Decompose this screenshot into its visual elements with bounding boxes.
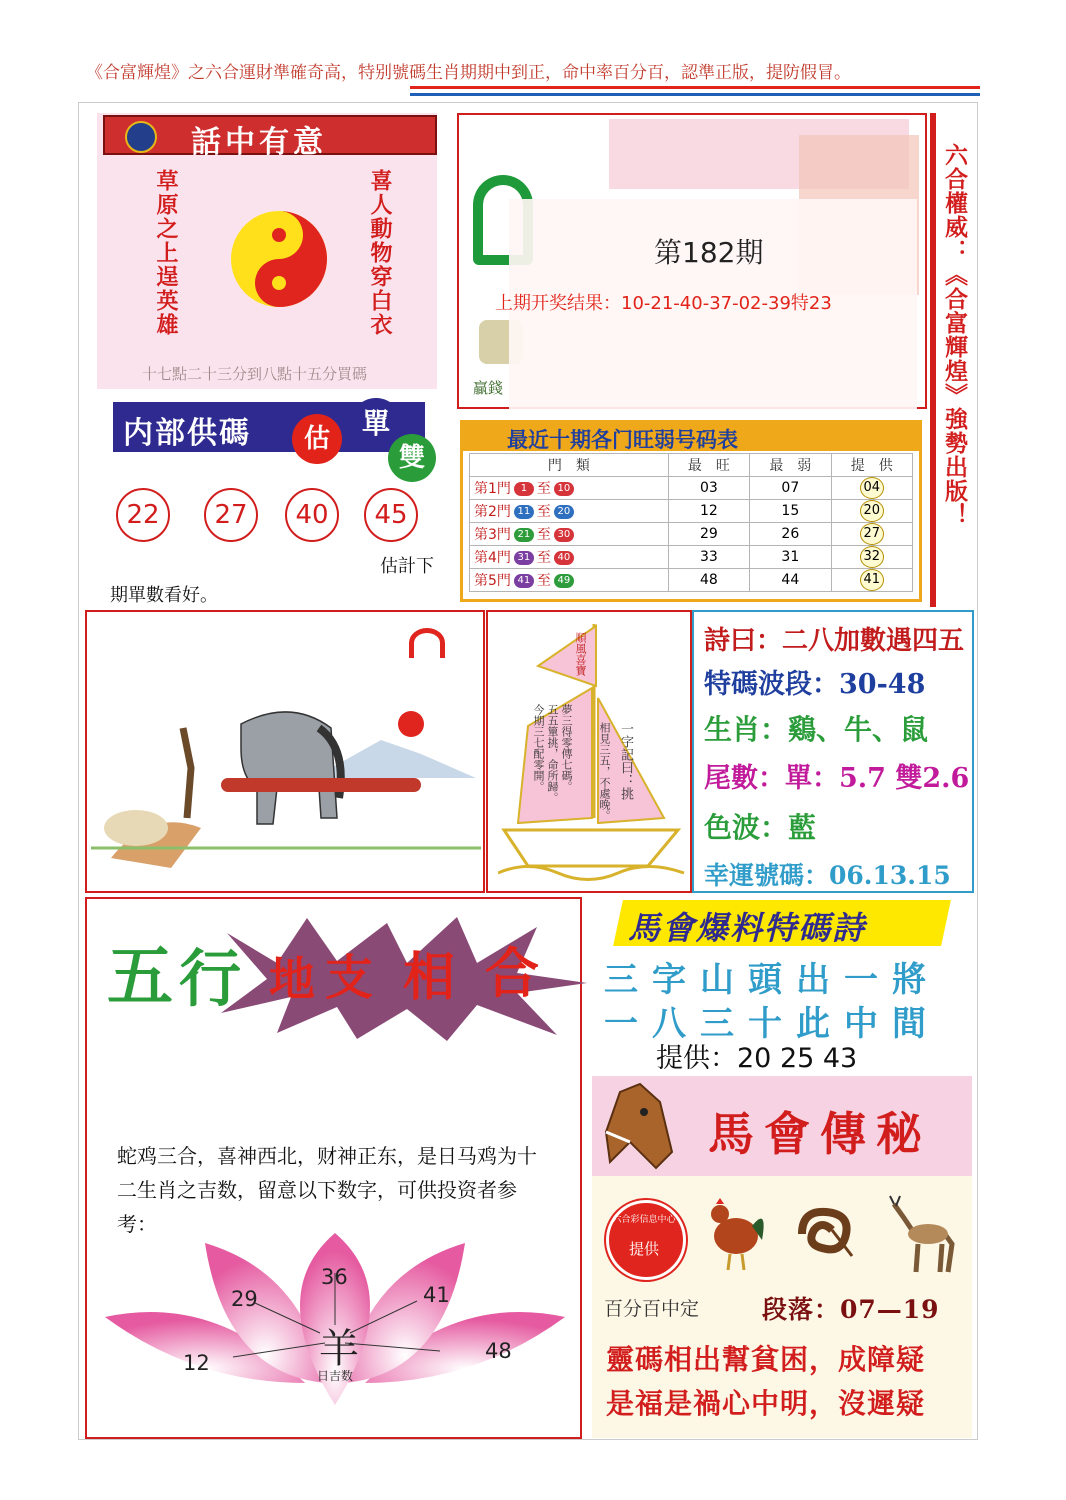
door-give-cell [831,569,912,592]
sail-flag: 順風喜寶 [574,632,587,676]
lotus-number: 29 [231,1287,258,1311]
left-card-footer: 十七點二十三分到八點十五分買碼 [142,365,368,383]
door-cell [470,477,669,500]
top-banner: 《合富輝煌》之六合運財準確奇高，特别號碼生肖期期中到正，命中率百分百，認準正版，提防假冒。 [86,63,851,83]
poem-panel [692,610,974,893]
banner-rule-blue [410,93,980,96]
door-max: 03 [668,477,749,500]
elephant-illustration [91,628,481,888]
yin-yang-icon [229,209,329,309]
left-card-col-right: 喜人動物穿白衣 [367,169,393,337]
internal-number: 22 [116,488,170,542]
door-give-cell [831,523,912,546]
door-chip-from: 21 [514,528,534,542]
internal-label: 内部供碼 [123,416,251,451]
door-table-row [470,523,913,546]
door-min: 07 [750,477,831,500]
door-give-cell [831,500,912,523]
corner-text: 贏錢 [473,379,504,397]
door-table-header-cell: 最 旺 [668,454,749,477]
sail-line: 五五簞挑，命所歸。 [546,704,559,803]
zodiac-row [704,708,928,748]
wuxing-title-zhi: 支 [325,950,374,1006]
side-banner-text: 六合權威：《合富輝煌》強勢出版！ [941,143,968,527]
door-cell [470,569,669,592]
zodiac-label: 生肖： [704,713,789,746]
door-label: 第1門 [474,481,511,497]
stamp-ring-text: 六合彩信息中心 [612,1215,676,1225]
badge-dan: 單 [350,398,402,450]
secret-sure: 百分百中定 [604,1298,700,1320]
sail-line: 相見三五，不處晚。 [598,722,611,821]
tail-value: 單：5.7 雙2.6 [785,763,970,794]
wuxing-title-he: 合 [485,941,539,1005]
wuxing-title-xiang: 相 [403,947,456,1008]
internal-number: 27 [204,488,258,542]
internal-number: 40 [285,488,339,542]
badge-shuang: 雙 [388,434,436,482]
color-label: 色波： [704,811,789,844]
lotus-center-caption: 日吉数 [317,1369,354,1383]
door-cell [470,523,669,546]
door-give-cell [831,477,912,500]
door-table-title: 最近十期各门旺弱号码表 [507,427,738,452]
wave-value: 30-48 [839,669,926,700]
lotus-center-char: 羊 [319,1326,359,1372]
wave-row [704,662,925,701]
wuxing-title-wu: 五 [107,937,173,1015]
secret-line2: 是福是禍心中明，沒遲疑 [606,1387,926,1420]
door-table-row [470,569,913,592]
color-value: 藍 [788,811,817,844]
door-chip-from: 41 [514,574,534,588]
door-cell [470,546,669,569]
goat-icon [882,1194,962,1274]
zodiac-value: 鷄、牛、鼠 [788,713,929,746]
wuxing-panel [85,897,582,1439]
door-table-header-cell: 門 類 [470,454,669,477]
logo-icon [125,121,157,153]
door-label: 第3門 [474,527,511,543]
horse-poem-line1: 三字山頭出一將 [604,960,940,1000]
internal-note-right: 估計下 [380,556,434,577]
door-table-row [470,500,913,523]
secret-panel [592,1176,972,1438]
side-banner [930,113,972,607]
door-chip-from: 1 [514,482,534,496]
secret-title-bar [592,1076,972,1176]
door-give-cell [831,546,912,569]
wuxing-title-xing: 行 [179,942,242,1015]
sail-line: 今期三七配零開。 [532,704,545,792]
lotus-number: 41 [423,1283,450,1307]
door-to-label: 至 [536,527,551,543]
door-give: 32 [860,546,884,568]
lotus-number: 36 [321,1265,348,1289]
door-max: 33 [668,546,749,569]
secret-title: 馬會傳秘 [708,1107,932,1161]
elephant-panel [85,610,485,893]
horse-poem-line2: 一八三十此中間 [604,1004,940,1044]
badge-gu: 估 [292,414,342,464]
door-max: 12 [668,500,749,523]
tail-label: 尾數： [704,763,785,794]
door-table-row [470,477,913,500]
lucky-row [704,856,951,892]
internal-number: 45 [364,488,418,542]
sailboat-illustration [498,618,688,888]
door-cell [470,500,669,523]
door-give: 04 [860,477,884,499]
wuxing-text: 蛇鸡三合，喜神西北，财神正东，是日马鸡为十二生肖之吉数，留意以下数字，可供投资者参考： [117,1144,537,1236]
wave-label: 特碼波段： [704,669,839,700]
sail-line: 夢三得零傳七碼。 [560,704,573,792]
door-chip-to: 49 [554,574,574,588]
door-chip-from: 31 [514,551,534,565]
door-table-header-cell: 最 弱 [750,454,831,477]
snake-icon [792,1204,856,1264]
door-to-label: 至 [536,481,551,497]
lucky-value: 06.13.15 [829,861,951,890]
door-label: 第4門 [474,550,511,566]
issue-panel [495,199,917,409]
door-table-header-cell: 提 供 [831,454,912,477]
door-to-label: 至 [536,550,551,566]
lucky-label: 幸運號碼： [704,861,830,890]
left-card-col-left: 草原之上逞英雄 [153,169,179,337]
issue-number: 第182期 [654,236,764,269]
left-card-title-bar [103,115,437,160]
door-chip-to: 10 [554,482,574,496]
door-chip-to: 20 [554,505,574,519]
rooster-icon [702,1196,768,1272]
door-table [469,453,913,592]
door-chip-to: 30 [554,528,574,542]
door-give: 41 [860,569,884,591]
sail-panel [486,610,692,893]
door-table-row [470,546,913,569]
secret-line1: 靈碼相出幫貧困，成障疑 [606,1343,926,1376]
internal-note-left: 期單數看好。 [110,585,218,606]
door-label: 第2門 [474,504,511,520]
door-chip-to: 40 [554,551,574,565]
door-min: 15 [750,500,831,523]
door-give: 27 [860,523,884,545]
door-chip-from: 11 [514,505,534,519]
door-min: 31 [750,546,831,569]
door-table-title-bar [463,423,919,451]
left-card [97,113,437,389]
door-to-label: 至 [536,504,551,520]
secret-range: 段落：07—19 [762,1295,940,1324]
door-give: 20 [860,500,884,522]
door-min: 44 [750,569,831,592]
corner-logo-icon [409,628,445,658]
door-table-header [470,454,913,477]
horse-poem-title: 馬會爆料特碼詩 [628,909,867,947]
left-card-title: 話中有意 [191,125,327,160]
door-table-body [469,453,913,592]
center-card [457,113,927,409]
horse-poem-provide: 提供：20 25 43 [656,1043,858,1074]
lotus-number: 48 [485,1339,512,1363]
poem-line: 詩曰：二八加數遇四五 [704,626,965,656]
wuxing-title-di: 地 [269,952,315,1006]
horse-head-icon [600,1082,676,1172]
stamp-center-text: 提供 [628,1240,659,1258]
color-row [704,806,816,846]
door-min: 26 [750,523,831,546]
door-max: 48 [668,569,749,592]
banner-rule-red [410,86,980,89]
last-result: 上期开奖结果：10-21-40-37-02-39特23 [495,293,832,314]
door-to-label: 至 [536,573,551,589]
door-max: 29 [668,523,749,546]
lotus-number: 12 [183,1351,210,1375]
door-table-card [460,420,922,602]
door-label: 第5門 [474,573,511,589]
sail-line: 一字記曰：挑 [618,722,633,800]
tail-row [704,756,969,795]
